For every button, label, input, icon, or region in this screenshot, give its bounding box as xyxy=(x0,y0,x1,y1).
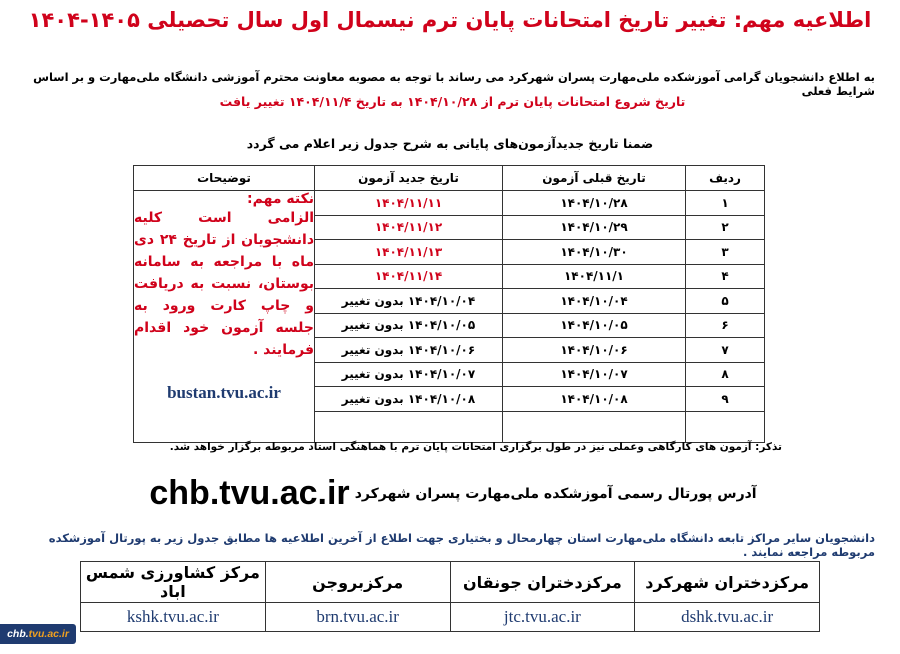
row-number: ۷ xyxy=(686,338,765,363)
centers-name-row xyxy=(81,562,820,603)
row-number: ۵ xyxy=(686,289,765,314)
portal-address xyxy=(0,474,900,513)
new-date-cell: ۱۴۰۴/۱۱/۱۱ xyxy=(315,191,503,216)
new-date-cell: ۱۴۰۴/۱۰/۰۶ بدون تغییر xyxy=(315,338,503,363)
site-badge[interactable] xyxy=(0,624,76,644)
schedule-header-row xyxy=(134,166,765,191)
row-number: ۸ xyxy=(686,362,765,387)
old-date-cell: ۱۴۰۴/۱۱/۱ xyxy=(503,264,686,289)
remark-text: تذکر: آزمون های کارگاهی وعملی نیز در طول برگزاری امتحانات پایان ترم با هماهنگی استاد مربوطه برگزار خواهد شد. xyxy=(169,441,782,453)
old-date-cell: ۱۴۰۴/۱۰/۲۹ xyxy=(503,215,686,240)
new-date-cell: ۱۴۰۴/۱۱/۱۳ xyxy=(315,240,503,265)
portal-label: آدرس پورتال رسمی آموزشکده ملی‌مهارت پسران شهرکرد xyxy=(354,486,757,502)
new-date-cell: ۱۴۰۴/۱۰/۰۵ بدون تغییر xyxy=(315,313,503,338)
old-date-cell: ۱۴۰۴/۱۰/۰۵ xyxy=(503,313,686,338)
centers-url-row xyxy=(81,603,820,632)
bustan-link[interactable]: bustan.tvu.ac.ir xyxy=(167,383,281,402)
notes-cell xyxy=(134,191,315,443)
header-row-number: ردیف xyxy=(686,166,765,191)
row-number: ۱ xyxy=(686,191,765,216)
new-date-cell: ۱۴۰۴/۱۱/۱۴ xyxy=(315,264,503,289)
other-centers-text: دانشجویان سایر مراکز تابعه دانشگاه ملی‌مهارت استان چهارمحال و بختیاری جهت اطلاع از آخرین اطلاعیه ها مطابق جدول زیر به پورتال آموزشکده مربوطه مراجعه نمایند . xyxy=(48,531,875,559)
row-number: ۶ xyxy=(686,313,765,338)
center-name: مرکز کشاورزی شمس اباد xyxy=(81,562,266,603)
old-date-cell: ۱۴۰۴/۱۰/۰۴ xyxy=(503,289,686,314)
header-new-date: تاریخ جدید آزمون xyxy=(315,166,503,191)
center-link[interactable]: kshk.tvu.ac.ir xyxy=(81,603,266,632)
old-date-cell: ۱۴۰۴/۱۰/۰۷ xyxy=(503,362,686,387)
intro-text: به اطلاع دانشجویان گرامی آموزشکده ملی‌مهارت پسران شهرکرد می رساند با توجه به مصوبه معاونت محترم آموزشی دانشگاه ملی‌مهارت و بر اساس شرایط فعلی xyxy=(33,70,875,98)
row-number: ۳ xyxy=(686,240,765,265)
table-row xyxy=(134,191,765,216)
center-name: مرکزدختران شهرکرد xyxy=(635,562,820,603)
schedule-table xyxy=(133,165,765,443)
new-date-cell: ۱۴۰۴/۱۰/۰۴ بدون تغییر xyxy=(315,289,503,314)
badge-tld: tvu.ac.ir xyxy=(28,628,69,640)
new-date-cell: ۱۴۰۴/۱۰/۰۸ بدون تغییر xyxy=(315,387,503,412)
row-number: ۴ xyxy=(686,264,765,289)
centers-table xyxy=(80,561,820,632)
center-link[interactable]: dshk.tvu.ac.ir xyxy=(635,603,820,632)
new-date-cell: ۱۴۰۴/۱۱/۱۲ xyxy=(315,215,503,240)
center-name: مرکزبروجن xyxy=(265,562,450,603)
portal-url-link[interactable]: chb.tvu.ac.ir xyxy=(149,474,350,512)
table-intro-text: ضمنا تاریخ جدیدآزمون‌های پایانی به شرح جدول زیر اعلام می گردد xyxy=(246,136,654,151)
old-date-cell: ۱۴۰۴/۱۰/۳۰ xyxy=(503,240,686,265)
old-date-cell: ۱۴۰۴/۱۰/۰۶ xyxy=(503,338,686,363)
header-notes: توضیحات xyxy=(134,166,315,191)
center-link[interactable]: brn.tvu.ac.ir xyxy=(265,603,450,632)
old-date-cell: ۱۴۰۴/۱۰/۰۸ xyxy=(503,387,686,412)
note-body: الزامی است کلیه دانشجویان از تاریخ ۲۴ دی ماه با مراجعه به سامانه بوستان، نسبت به دریافت و چاپ کارت ورود به جلسه آزمون خود اقدام فرمایند . xyxy=(134,210,315,358)
row-number: ۲ xyxy=(686,215,765,240)
announcement-title: اطلاعیه مهم: تغییر تاریخ امتحانات پایان ترم نیسمال اول سال تحصیلی ۱۴۰۵-۱۴۰۴ xyxy=(28,8,872,32)
center-name: مرکزدختران جونقان xyxy=(450,562,635,603)
note-title: نکته مهم: xyxy=(247,191,314,207)
date-change-text: تاریخ شروع امتحانات پایان ترم از ۱۴۰۴/۱۰/۲۸ به تاریخ ۱۴۰۴/۱۱/۴ تغییر یافت xyxy=(219,94,686,109)
old-date-cell: ۱۴۰۴/۱۰/۲۸ xyxy=(503,191,686,216)
header-old-date: تاریخ قبلی آزمون xyxy=(503,166,686,191)
row-number: ۹ xyxy=(686,387,765,412)
center-link[interactable]: jtc.tvu.ac.ir xyxy=(450,603,635,632)
badge-domain: chb. xyxy=(7,628,29,640)
new-date-cell: ۱۴۰۴/۱۰/۰۷ بدون تغییر xyxy=(315,362,503,387)
